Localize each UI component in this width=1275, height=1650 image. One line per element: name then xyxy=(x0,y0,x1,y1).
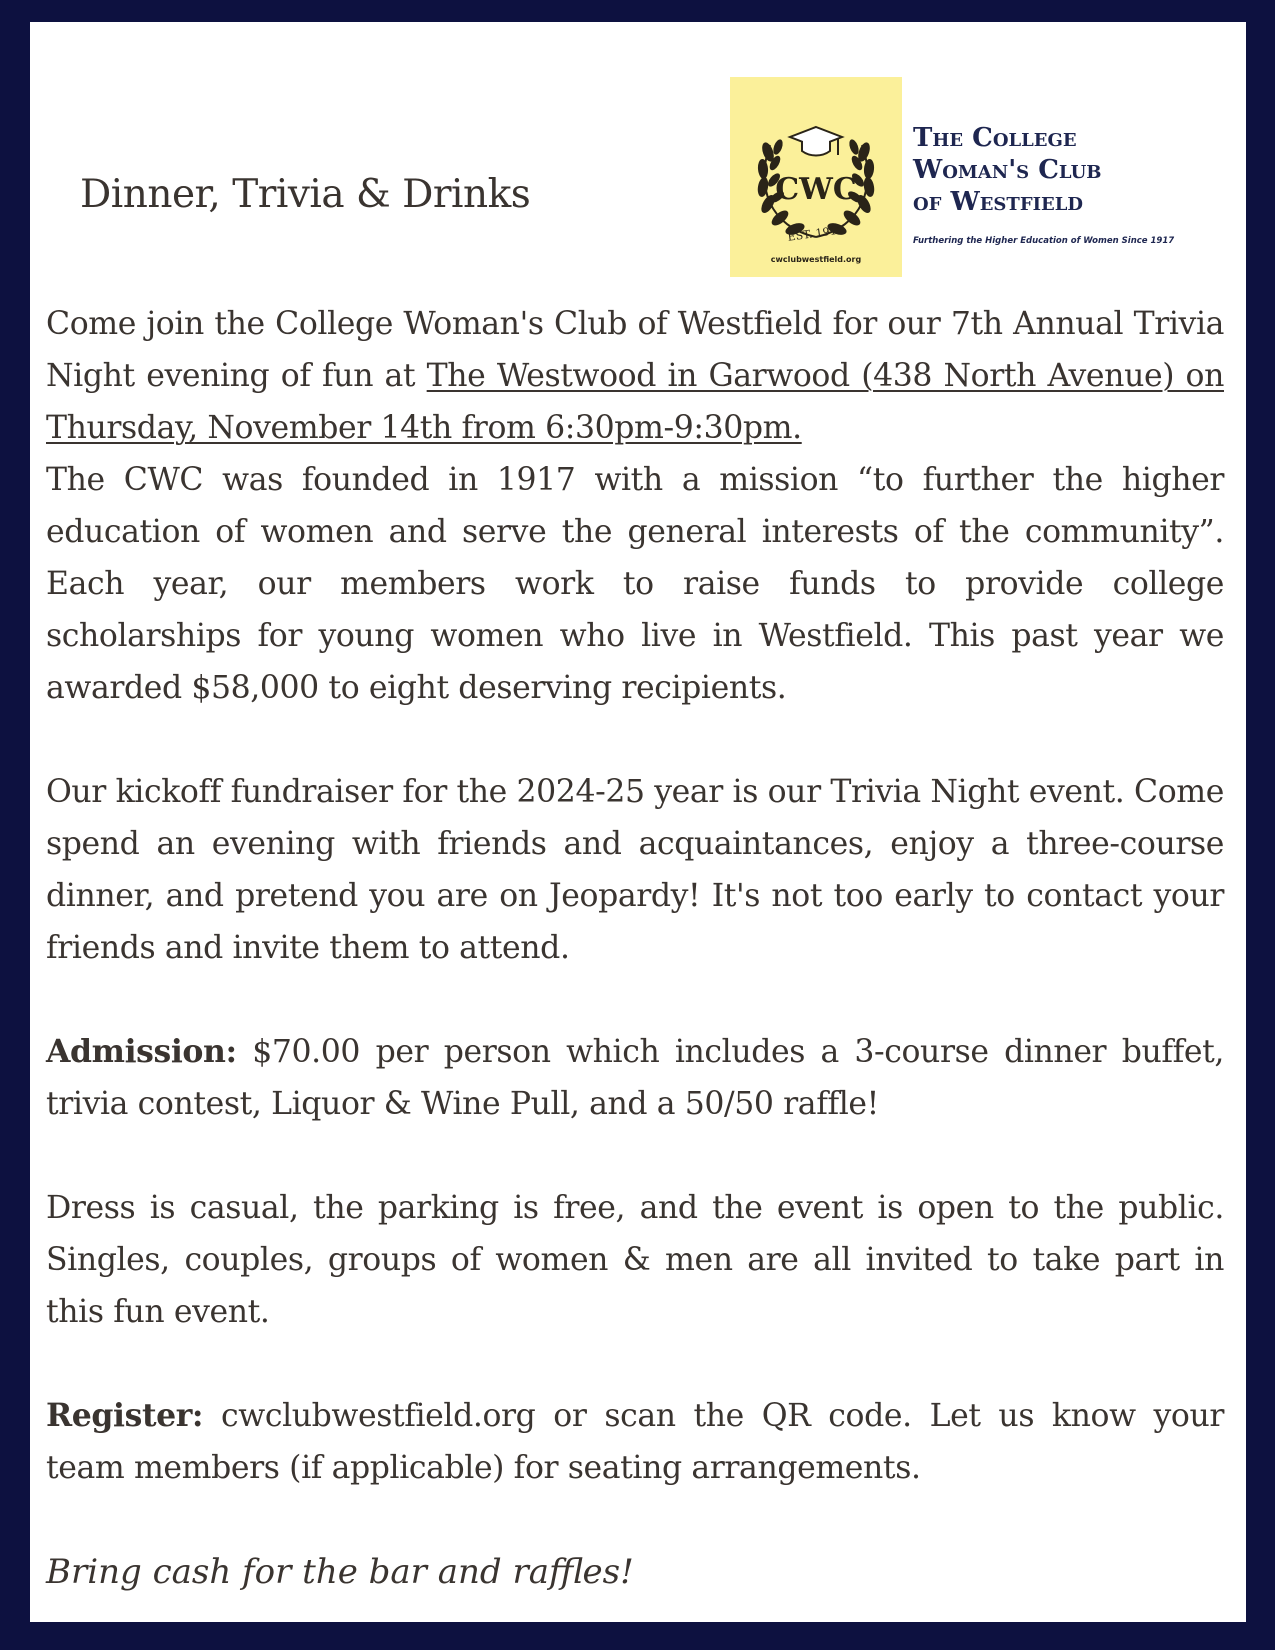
logo-monogram: CWC xyxy=(775,172,857,207)
cwc-logo xyxy=(730,77,902,277)
club-name-line-2: Woman's Club xyxy=(913,155,1102,185)
admission-label: Admission: xyxy=(46,1033,237,1070)
mission-paragraph: The CWC was founded in 1917 with a mission “to further the higher education of women and serve the general interests of the community”. Each year, our members work to raise funds to provide college scholarships for young women who live in Westfield. This past year we awarded $58,000 to eight deserving recipients. xyxy=(46,462,1224,706)
flyer-body xyxy=(46,298,1224,1494)
laurel-wreath-icon xyxy=(730,77,902,277)
admission-text: $70.00 per person which includes a 3-course dinner buffet, trivia contest, Liquor & Wine Pull, and a 50/50 raffle! xyxy=(46,1034,1224,1122)
page-title: Dinner, Trivia & Drinks xyxy=(80,172,531,217)
intro-paragraph xyxy=(46,298,1224,454)
logo-est: EST. 1917 xyxy=(786,223,845,244)
graduation-cap-icon xyxy=(790,127,842,156)
club-tagline: Furthering the Higher Education of Women Since 1917 xyxy=(913,236,1175,246)
register-paragraph xyxy=(46,1390,1224,1494)
club-name xyxy=(913,122,1233,218)
closing-note: Bring cash for the bar and raffles! xyxy=(46,1552,634,1592)
intro-lead: Come join the College Woman's Club of Westfield for our 7th Annual Trivia Night evening of fun at xyxy=(46,306,1224,394)
register-text: cwclubwestfield.org or scan the QR code. Let us know your team members (if applicable) for seating arrangements. xyxy=(46,1398,1224,1486)
kickoff-paragraph: Our kickoff fundraiser for the 2024-25 year is our Trivia Night event. Come spend an evening with friends and acquaintances, enjoy a three-course dinner, and pretend you are on Jeopardy! It's not too early to contact your friends and invite them to attend. xyxy=(46,774,1224,966)
register-label: Register: xyxy=(46,1397,204,1434)
logo-url: cwclubwestfield.org xyxy=(770,255,862,264)
dress-paragraph: Dress is casual, the parking is free, and the event is open to the public. Singles, couples, groups of women & men are all invited to take part in this fun event. xyxy=(46,1190,1224,1330)
flyer-page xyxy=(30,22,1246,1622)
club-name-line-3: of Westfield xyxy=(913,187,1084,217)
event-details: The Westwood in Garwood (438 North Avenue) on Thursday, November 14th from 6:30pm-9:30pm. xyxy=(46,358,1224,446)
admission-paragraph xyxy=(46,1026,1224,1130)
club-name-line-1: The College xyxy=(913,123,1077,153)
